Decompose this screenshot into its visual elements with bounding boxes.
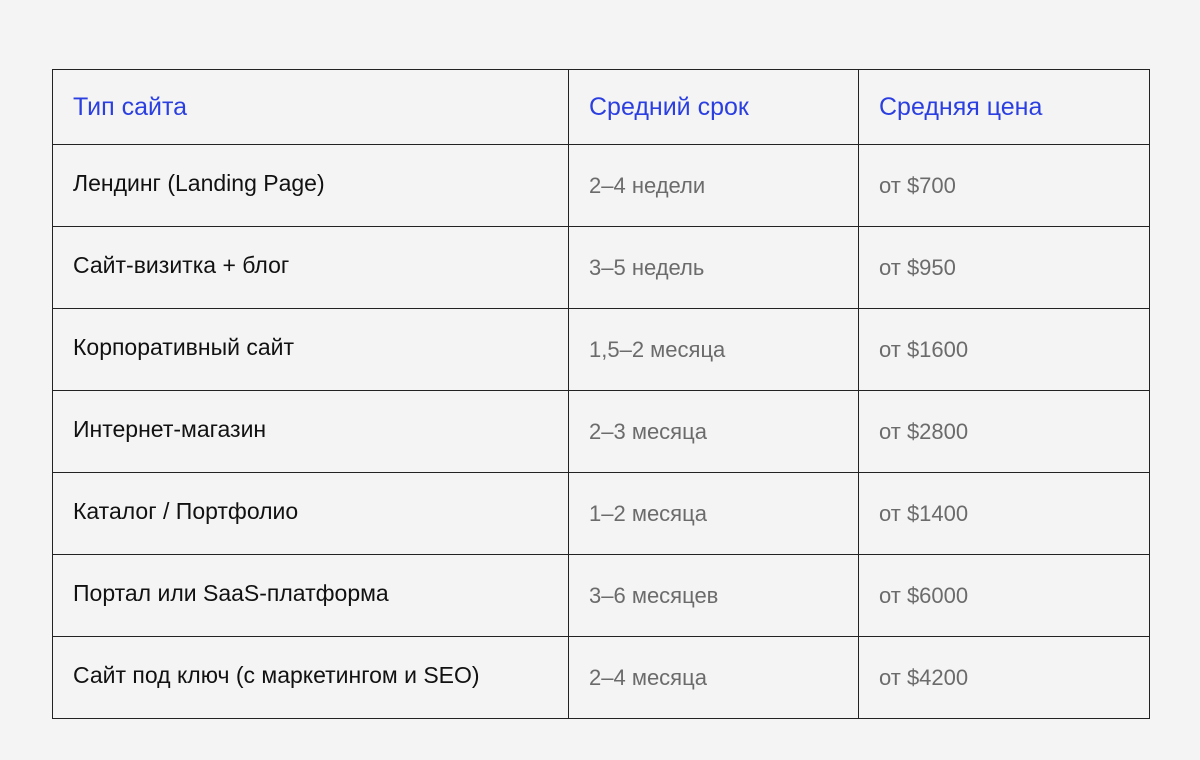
- cell-price: от $950: [859, 227, 1150, 309]
- cell-term: 2–4 месяца: [569, 637, 859, 719]
- cell-term: 1–2 месяца: [569, 473, 859, 555]
- table-row: [53, 309, 1150, 391]
- price-table: [52, 69, 1150, 719]
- cell-price: от $4200: [859, 637, 1150, 719]
- cell-site-type: Лендинг (Landing Page): [53, 145, 569, 227]
- cell-price: от $1400: [859, 473, 1150, 555]
- cell-term: 2–4 недели: [569, 145, 859, 227]
- cell-price: от $700: [859, 145, 1150, 227]
- header-average-term: Средний срок: [569, 70, 859, 145]
- table-row: [53, 391, 1150, 473]
- cell-term: 1,5–2 месяца: [569, 309, 859, 391]
- table-row: [53, 555, 1150, 637]
- cell-site-type: Сайт под ключ (с маркетингом и SEO): [53, 637, 569, 719]
- cell-site-type: Интернет-магазин: [53, 391, 569, 473]
- cell-price: от $1600: [859, 309, 1150, 391]
- table-header-row: [53, 70, 1150, 145]
- header-average-price: Средняя цена: [859, 70, 1150, 145]
- cell-price: от $6000: [859, 555, 1150, 637]
- header-site-type: Тип сайта: [53, 70, 569, 145]
- table-row: [53, 473, 1150, 555]
- cell-term: 3–5 недель: [569, 227, 859, 309]
- cell-site-type: Сайт-визитка + блог: [53, 227, 569, 309]
- cell-site-type: Каталог / Портфолио: [53, 473, 569, 555]
- cell-term: 3–6 месяцев: [569, 555, 859, 637]
- cell-term: 2–3 месяца: [569, 391, 859, 473]
- table-row: [53, 145, 1150, 227]
- table-row: [53, 227, 1150, 309]
- cell-site-type: Корпоративный сайт: [53, 309, 569, 391]
- cell-site-type: Портал или SaaS-платформа: [53, 555, 569, 637]
- cell-price: от $2800: [859, 391, 1150, 473]
- table-row: [53, 637, 1150, 719]
